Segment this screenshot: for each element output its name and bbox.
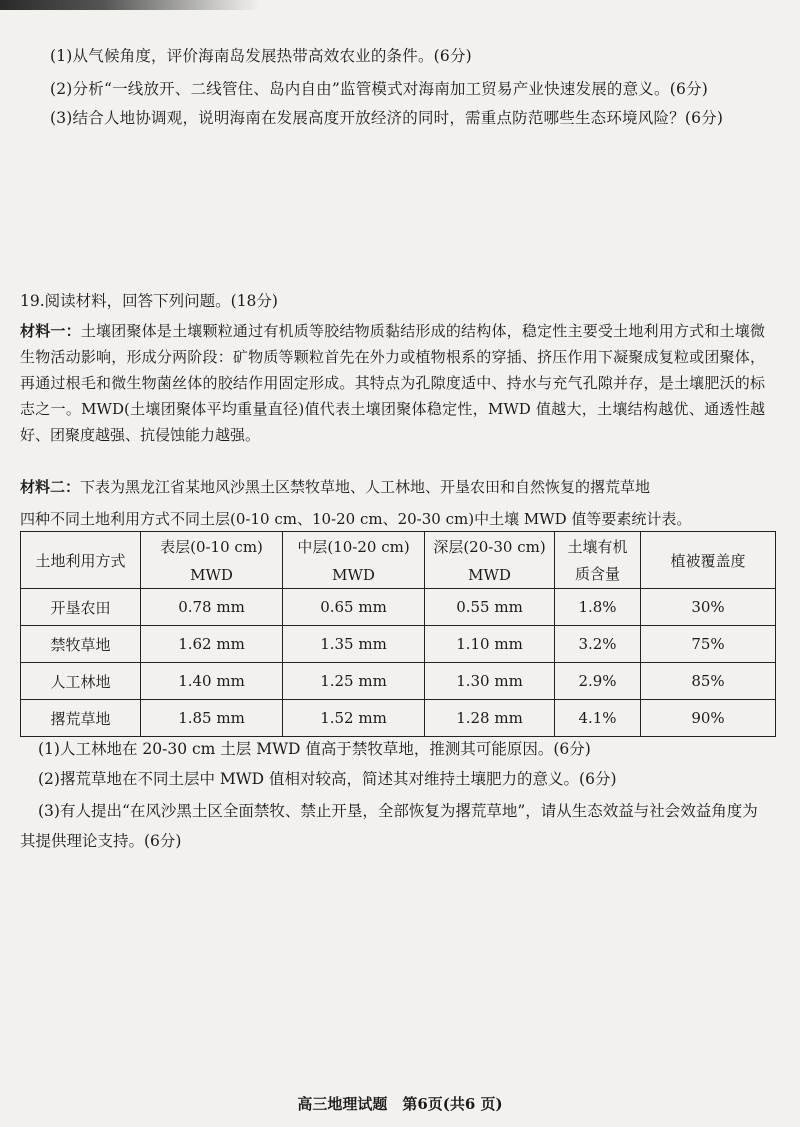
cell-surface: 1.85 mm: [141, 700, 283, 737]
header-surface: [141, 532, 283, 589]
cell-land: 人工林地: [21, 663, 141, 700]
cell-organic: 4.1%: [555, 700, 641, 737]
header-organic: [555, 532, 641, 589]
question-19-heading: 19.阅读材料，回答下列问题。(18分): [20, 292, 278, 310]
question-18-3: (3)结合人地协调观，说明海南在发展高度开放经济的同时，需重点防范哪些生态环境风险？(6分): [50, 109, 724, 127]
header-deep: [425, 532, 555, 589]
table-row: [21, 663, 776, 700]
cell-land: 开垦农田: [21, 589, 141, 626]
header-surface-depth: 表层(0-10 cm): [160, 538, 263, 556]
header-cover: 植被覆盖度: [641, 532, 776, 589]
cell-cover: 30%: [641, 589, 776, 626]
question-19-2: (2)撂荒草地在不同土层中 MWD 值相对较高，简述其对维持土壤肥力的意义。(6分): [38, 770, 617, 788]
header-organic-1: 土壤有机: [567, 538, 628, 556]
cell-land: 撂荒草地: [21, 700, 141, 737]
material-1: [20, 318, 765, 448]
cell-organic: 2.9%: [555, 663, 641, 700]
table-row: [21, 626, 776, 663]
cell-cover: 75%: [641, 626, 776, 663]
material-2-text-1: 下表为黑龙江省某地风沙黑土区禁牧草地、人工林地、开垦农田和自然恢复的撂荒草地: [80, 478, 651, 496]
cell-cover: 85%: [641, 663, 776, 700]
cell-cover: 90%: [641, 700, 776, 737]
header-land-use: 土地利用方式: [21, 532, 141, 589]
question-19-3: (3)有人提出“在风沙黑土区全面禁牧、禁止开垦，全部恢复为撂荒草地”，请从生态效益与社会效益角度为其提供理论支持。(6分): [20, 802, 758, 850]
question-18-2: (2)分析“一线放开、二线管住、岛内自由”监管模式对海南加工贸易产业快速发展的意义。(6分): [50, 80, 708, 98]
header-middle-mwd: MWD: [332, 566, 375, 584]
question-19-1: (1)人工林地在 20-30 cm 土层 MWD 值高于禁牧草地，推测其可能原因。(6分): [38, 740, 591, 758]
cell-middle: 1.25 mm: [283, 663, 425, 700]
cell-deep: 1.30 mm: [425, 663, 555, 700]
cell-organic: 1.8%: [555, 589, 641, 626]
cell-middle: 1.52 mm: [283, 700, 425, 737]
cell-middle: 0.65 mm: [283, 589, 425, 626]
material-1-label: 材料一：: [20, 322, 81, 340]
page-footer: 高三地理试题 第6页(共6 页): [297, 1095, 503, 1113]
material-2-label: 材料二：: [20, 478, 81, 496]
cell-surface: 1.62 mm: [141, 626, 283, 663]
header-middle-depth: 中层(10-20 cm): [297, 538, 410, 556]
header-surface-mwd: MWD: [190, 566, 233, 584]
mwd-table: [20, 531, 776, 737]
header-deep-mwd: MWD: [468, 566, 511, 584]
scan-shadow: [0, 0, 260, 10]
cell-surface: 1.40 mm: [141, 663, 283, 700]
cell-deep: 1.28 mm: [425, 700, 555, 737]
cell-middle: 1.35 mm: [283, 626, 425, 663]
material-2-line-1: [20, 474, 765, 500]
header-organic-2: 质含量: [574, 565, 620, 583]
header-middle: [283, 532, 425, 589]
cell-deep: 0.55 mm: [425, 589, 555, 626]
material-2-line-2: 四种不同土地利用方式不同土层(0-10 cm、10-20 cm、20-30 cm)中土壤 MWD 值等要素统计表。: [20, 510, 692, 528]
cell-deep: 1.10 mm: [425, 626, 555, 663]
cell-surface: 0.78 mm: [141, 589, 283, 626]
header-deep-depth: 深层(20-30 cm): [433, 538, 546, 556]
table-header-row: [21, 532, 776, 589]
cell-organic: 3.2%: [555, 626, 641, 663]
table-row: [21, 589, 776, 626]
cell-land: 禁牧草地: [21, 626, 141, 663]
table-row: [21, 700, 776, 737]
material-1-text: 土壤团聚体是土壤颗粒通过有机质等胶结物质黏结形成的结构体，稳定性主要受土地利用方式和土壤微生物活动影响，形成分两阶段：矿物质等颗粒首先在外力或植物根系的穿插、挤压作用下凝聚成复粒或团聚体，再通过根毛和微生物菌丝体的胶结作用固定形成。其特点为孔隙度适中、持水与充气孔隙并存，是土壤肥沃的标志之一。MWD(土壤团聚体平均重量直径)值代表土壤团聚体稳定性，MWD 值越大，土壤结构越优、通透性越好、团聚度越强、抗侵蚀能力越强。: [20, 322, 765, 444]
question-18-1: (1)从气候角度，评价海南岛发展热带高效农业的条件。(6分): [50, 47, 472, 65]
